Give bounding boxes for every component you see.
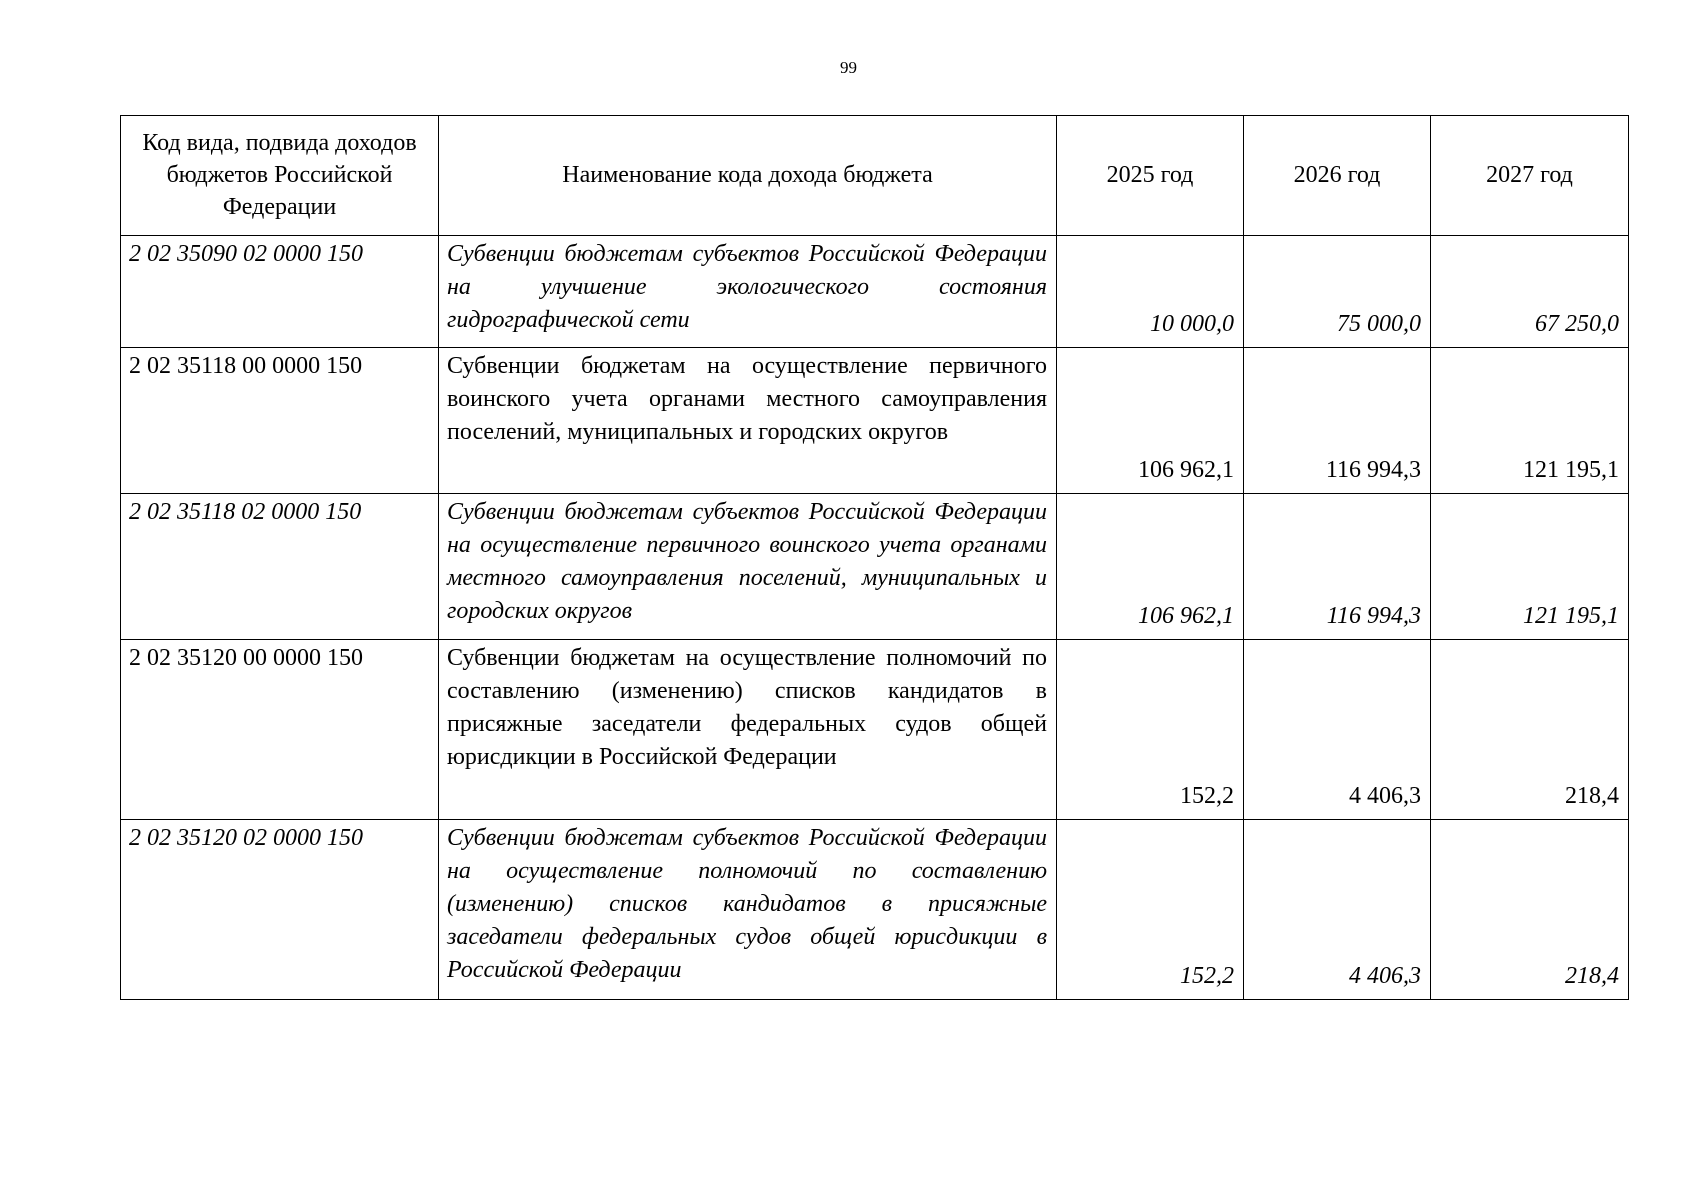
- amount-2025: 106 962,1: [1057, 494, 1244, 640]
- table-row: [121, 820, 1629, 1000]
- budget-revenue-table: [120, 115, 1629, 1000]
- revenue-code: 2 02 35118 00 0000 150: [121, 348, 439, 494]
- table-row: [121, 348, 1629, 494]
- header-row: [121, 116, 1629, 236]
- revenue-name: Субвенции бюджетам субъектов Российской Федерации на осуществление полномочий по составлению (изменению) списков кандидатов в присяжные заседатели федеральных судов общей юрисдикции в Российской Федерации: [439, 820, 1057, 1000]
- amount-2026: 116 994,3: [1244, 494, 1431, 640]
- amount-2027: 218,4: [1431, 640, 1629, 820]
- table-header: [121, 116, 1629, 236]
- amount-2025: 106 962,1: [1057, 348, 1244, 494]
- table-row: [121, 236, 1629, 348]
- page-number: 99: [840, 58, 857, 77]
- revenue-code: 2 02 35120 02 0000 150: [121, 820, 439, 1000]
- amount-2025: 10 000,0: [1057, 236, 1244, 348]
- amount-2027: 218,4: [1431, 820, 1629, 1000]
- revenue-name: Субвенции бюджетам на осуществление первичного воинского учета органами местного самоуправления поселений, муниципальных и городских округов: [439, 348, 1057, 494]
- amount-2025: 152,2: [1057, 640, 1244, 820]
- amount-2026: 116 994,3: [1244, 348, 1431, 494]
- amount-2026: 4 406,3: [1244, 640, 1431, 820]
- header-2025: 2025 год: [1057, 116, 1244, 236]
- revenue-name: Субвенции бюджетам на осуществление полномочий по составлению (изменению) списков кандидатов в присяжные заседатели федеральных судов общей юрисдикции в Российской Федерации: [439, 640, 1057, 820]
- revenue-name: Субвенции бюджетам субъектов Российской Федерации на улучшение экологического состояния гидрографической сети: [439, 236, 1057, 348]
- table-row: [121, 640, 1629, 820]
- amount-2026: 75 000,0: [1244, 236, 1431, 348]
- amount-2027: 121 195,1: [1431, 494, 1629, 640]
- revenue-name: Субвенции бюджетам субъектов Российской Федерации на осуществление первичного воинского учета органами местного самоуправления поселений, муниципальных и городских округов: [439, 494, 1057, 640]
- table-body: [121, 236, 1629, 1000]
- table-row: [121, 494, 1629, 640]
- amount-2027: 121 195,1: [1431, 348, 1629, 494]
- revenue-code: 2 02 35118 02 0000 150: [121, 494, 439, 640]
- amount-2025: 152,2: [1057, 820, 1244, 1000]
- header-2027: 2027 год: [1431, 116, 1629, 236]
- revenue-code: 2 02 35090 02 0000 150: [121, 236, 439, 348]
- amount-2026: 4 406,3: [1244, 820, 1431, 1000]
- header-2026: 2026 год: [1244, 116, 1431, 236]
- amount-2027: 67 250,0: [1431, 236, 1629, 348]
- header-code: Код вида, подвида доходов бюджетов Российской Федерации: [121, 116, 439, 236]
- header-name: Наименование кода дохода бюджета: [439, 116, 1057, 236]
- revenue-code: 2 02 35120 00 0000 150: [121, 640, 439, 820]
